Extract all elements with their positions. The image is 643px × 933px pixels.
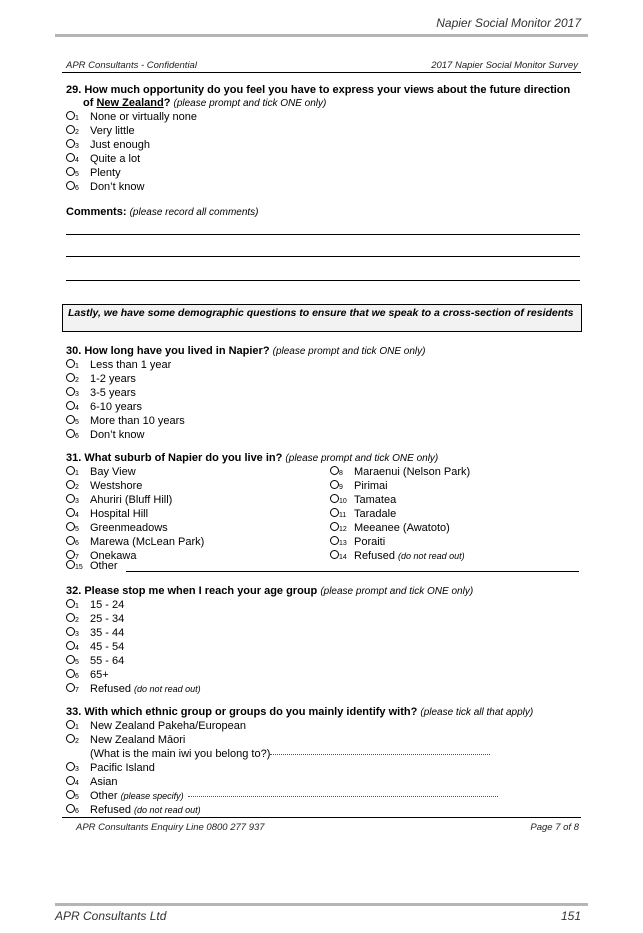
other-ethnicity-field[interactable]	[188, 796, 498, 797]
option-number: 13	[339, 540, 347, 547]
radio-circle-icon[interactable]	[66, 401, 75, 410]
option-label: 6-10 years	[90, 401, 142, 413]
option-label: Refused	[354, 550, 395, 562]
option-label: Ahuriri (Bluff Hill)	[90, 494, 173, 506]
option-item[interactable]	[66, 428, 185, 442]
option-label: Bay View	[90, 466, 136, 478]
option-label: Just enough	[90, 139, 150, 151]
sheet-header-rule	[62, 72, 581, 73]
radio-circle-icon[interactable]	[330, 522, 339, 531]
option-item[interactable]	[66, 493, 204, 507]
question-29-title: 29. How much opportunity do you feel you have to express your views about the future direction of New Zealand? (please prompt and tick ONE only)	[66, 84, 571, 109]
radio-circle-icon[interactable]	[66, 480, 75, 489]
option-number: 6	[75, 185, 79, 192]
option-note: (do not read out)	[134, 805, 201, 815]
radio-circle-icon[interactable]	[66, 466, 75, 475]
option-label: Asian	[90, 776, 118, 788]
radio-circle-icon[interactable]	[66, 683, 75, 692]
radio-circle-icon[interactable]	[66, 415, 75, 424]
option-number: 6	[75, 808, 79, 815]
option-label: 25 - 34	[90, 613, 125, 625]
option-label: 55 - 64	[90, 655, 125, 667]
option-number: 2	[75, 738, 79, 745]
option-number: 2	[75, 377, 79, 384]
option-number: 2	[75, 617, 79, 624]
radio-circle-icon[interactable]	[66, 641, 75, 650]
radio-circle-icon[interactable]	[66, 720, 75, 729]
option-number: 10	[339, 498, 347, 505]
comments-line-2[interactable]	[66, 256, 580, 257]
option-number: 6	[75, 673, 79, 680]
question-32-options	[66, 598, 201, 696]
radio-circle-icon[interactable]	[66, 536, 75, 545]
option-item[interactable]	[66, 358, 185, 372]
radio-circle-icon[interactable]	[330, 550, 339, 559]
radio-circle-icon[interactable]	[66, 139, 75, 148]
option-label: Refused	[90, 804, 131, 816]
question-32-title: 32. Please stop me when I reach your age group (please prompt and tick ONE only)	[66, 585, 474, 597]
option-item[interactable]	[330, 521, 470, 535]
sheet-footer-left: APR Consultants Enquiry Line 0800 277 937	[76, 822, 265, 833]
option-number: 1	[75, 363, 79, 370]
option-label: Refused	[90, 683, 131, 695]
iwi-prompt-row	[66, 747, 498, 761]
option-label: Quite a lot	[90, 153, 141, 165]
radio-circle-icon[interactable]	[66, 762, 75, 771]
option-label: Don’t know	[90, 181, 145, 193]
option-item[interactable]	[66, 372, 185, 386]
option-number: 2	[75, 129, 79, 136]
option-number: 3	[75, 631, 79, 638]
option-number: 7	[75, 554, 79, 561]
radio-circle-icon[interactable]	[66, 669, 75, 678]
option-label: New Zealand Pakeha/European	[90, 720, 246, 732]
option-label: More than 10 years	[90, 415, 185, 427]
radio-circle-icon[interactable]	[66, 125, 75, 134]
option-number: 1	[75, 603, 79, 610]
question-31-options-right	[330, 465, 470, 563]
option-label: Meeanee (Awatoto)	[354, 522, 450, 534]
option-item[interactable]	[66, 598, 201, 612]
option-number: 4	[75, 157, 79, 164]
radio-circle-icon[interactable]	[330, 466, 339, 475]
other-suburb-line[interactable]	[126, 571, 579, 572]
option-label: Greenmeadows	[90, 522, 168, 534]
question-31-title: 31. What suburb of Napier do you live in? (please prompt and tick ONE only)	[66, 452, 439, 464]
option-label: 3-5 years	[90, 387, 136, 399]
option-number: 6	[75, 433, 79, 440]
option-item[interactable]	[66, 507, 204, 521]
option-item[interactable]	[330, 479, 470, 493]
option-number: 1	[75, 470, 79, 477]
option-label: Tamatea	[354, 494, 397, 506]
radio-circle-icon[interactable]	[330, 508, 339, 517]
option-number: 8	[339, 470, 343, 477]
option-item[interactable]	[330, 549, 470, 563]
question-31-other	[66, 559, 118, 573]
option-number: 5	[75, 419, 79, 426]
option-number: 11	[339, 512, 347, 519]
iwi-field[interactable]	[270, 754, 490, 755]
option-item[interactable]	[330, 535, 470, 549]
option-label: Don’t know	[90, 429, 145, 441]
radio-circle-icon[interactable]	[66, 508, 75, 517]
option-item[interactable]	[66, 124, 197, 138]
option-label: Other	[90, 790, 118, 802]
option-item[interactable]	[66, 180, 197, 194]
option-number: 3	[75, 391, 79, 398]
page-footer-left: APR Consultants Ltd	[55, 909, 167, 923]
option-label: None or virtually none	[90, 111, 198, 123]
option-label: Hospital Hill	[90, 508, 149, 520]
option-label: Taradale	[354, 508, 397, 520]
page-number: 151	[560, 909, 581, 923]
question-33-title: 33. With which ethnic group or groups do you mainly identify with? (please tick all that apply)	[66, 706, 534, 718]
top-divider	[55, 34, 588, 37]
radio-circle-icon[interactable]	[66, 776, 75, 785]
option-label: Plenty	[90, 167, 121, 179]
option-number: 1	[75, 724, 79, 731]
option-number: 12	[339, 526, 347, 533]
option-number: 15	[75, 564, 83, 571]
option-label: Other	[90, 560, 118, 572]
option-item[interactable]	[66, 386, 185, 400]
option-item[interactable]	[66, 668, 201, 682]
option-item[interactable]	[66, 465, 204, 479]
option-item[interactable]	[66, 152, 197, 166]
option-note: (please specify)	[120, 791, 184, 801]
option-item[interactable]	[66, 775, 498, 789]
option-item[interactable]	[66, 626, 201, 640]
iwi-prompt: (What is the main iwi you belong to?)	[90, 748, 271, 760]
option-number: 6	[75, 540, 79, 547]
option-number: 4	[75, 645, 79, 652]
radio-circle-icon[interactable]	[330, 494, 339, 503]
radio-circle-icon[interactable]	[66, 153, 75, 162]
option-item[interactable]	[66, 789, 498, 803]
demographics-banner: Lastly, we have some demographic questions to ensure that we speak to a cross-section of residents	[62, 304, 582, 332]
option-item[interactable]	[66, 414, 185, 428]
document-title: Napier Social Monitor 2017	[436, 16, 581, 30]
comments-line-1[interactable]	[66, 234, 580, 235]
option-number: 2	[75, 484, 79, 491]
option-item[interactable]	[66, 640, 201, 654]
question-31-options-left	[66, 465, 204, 563]
option-number: 5	[75, 171, 79, 178]
option-number: 4	[75, 405, 79, 412]
option-label: 35 - 44	[90, 627, 125, 639]
option-note: (do not read out)	[398, 551, 465, 561]
sheet-header-right: 2017 Napier Social Monitor Survey	[431, 60, 578, 71]
radio-circle-icon[interactable]	[66, 613, 75, 622]
radio-circle-icon[interactable]	[330, 536, 339, 545]
option-number: 9	[339, 484, 343, 491]
radio-circle-icon[interactable]	[66, 599, 75, 608]
option-item[interactable]	[66, 733, 498, 747]
option-label: Maraenui (Nelson Park)	[354, 466, 471, 478]
option-item[interactable]	[330, 507, 470, 521]
question-29-options	[66, 110, 197, 194]
radio-circle-icon[interactable]	[66, 111, 75, 120]
question-30-title: 30. How long have you lived in Napier? (please prompt and tick ONE only)	[66, 345, 426, 357]
option-item[interactable]	[66, 761, 498, 775]
new-zealand-link: New Zealand	[96, 97, 164, 109]
option-item[interactable]	[66, 803, 498, 817]
question-30-options	[66, 358, 185, 442]
option-item[interactable]	[330, 465, 470, 479]
option-item[interactable]	[66, 535, 204, 549]
option-label: Very little	[90, 125, 135, 137]
option-item[interactable]	[66, 521, 204, 535]
radio-circle-icon[interactable]	[66, 373, 75, 382]
option-label: Pacific Island	[90, 762, 155, 774]
radio-circle-icon[interactable]	[66, 734, 75, 743]
option-item[interactable]	[66, 654, 201, 668]
option-number: 4	[75, 780, 79, 787]
option-item[interactable]	[66, 166, 197, 180]
option-item[interactable]	[66, 682, 201, 696]
radio-circle-icon[interactable]	[66, 181, 75, 190]
radio-circle-icon[interactable]	[66, 790, 75, 799]
option-label: Marewa (McLean Park)	[90, 536, 205, 548]
option-label: Onekawa	[90, 550, 137, 562]
option-number: 3	[75, 143, 79, 150]
option-number: 1	[75, 115, 79, 122]
sheet-header-left: APR Consultants - Confidential	[66, 60, 197, 71]
option-item[interactable]	[66, 110, 197, 124]
option-number: 3	[75, 498, 79, 505]
radio-circle-icon[interactable]	[66, 550, 75, 559]
radio-circle-icon[interactable]	[66, 522, 75, 531]
radio-circle-icon[interactable]	[66, 627, 75, 636]
option-label: New Zealand Māori	[90, 734, 186, 746]
option-item[interactable]	[66, 559, 118, 573]
option-number: 14	[339, 554, 347, 561]
radio-circle-icon[interactable]	[66, 387, 75, 396]
option-item[interactable]	[66, 479, 204, 493]
option-number: 3	[75, 766, 79, 773]
option-number: 7	[75, 687, 79, 694]
option-item[interactable]	[66, 612, 201, 626]
radio-circle-icon[interactable]	[66, 804, 75, 813]
option-number: 5	[75, 794, 79, 801]
bottom-divider	[55, 903, 588, 906]
option-number: 5	[75, 659, 79, 666]
option-number: 5	[75, 526, 79, 533]
radio-circle-icon[interactable]	[66, 429, 75, 438]
radio-circle-icon[interactable]	[66, 167, 75, 176]
option-label: Less than 1 year	[90, 359, 172, 371]
sheet-footer-right: Page 7 of 8	[530, 822, 579, 833]
comments-label: Comments: (please record all comments)	[66, 206, 259, 218]
option-item[interactable]	[66, 138, 197, 152]
radio-circle-icon[interactable]	[330, 480, 339, 489]
option-label: Westshore	[90, 480, 143, 492]
option-label: 1-2 years	[90, 373, 136, 385]
option-item[interactable]	[66, 400, 185, 414]
option-label: 45 - 54	[90, 641, 125, 653]
radio-circle-icon[interactable]	[66, 494, 75, 503]
option-item[interactable]	[66, 719, 498, 733]
radio-circle-icon[interactable]	[66, 560, 75, 569]
question-33-options	[66, 719, 498, 817]
option-label: 15 - 24	[90, 599, 125, 611]
option-label: Pirimai	[354, 480, 388, 492]
option-item[interactable]	[330, 493, 470, 507]
sheet-footer-rule	[62, 817, 581, 818]
option-label: Poraiti	[354, 536, 386, 548]
radio-circle-icon[interactable]	[66, 359, 75, 368]
radio-circle-icon[interactable]	[66, 655, 75, 664]
option-label: 65+	[90, 669, 109, 681]
comments-line-3[interactable]	[66, 280, 580, 281]
option-number: 4	[75, 512, 79, 519]
option-note: (do not read out)	[134, 684, 201, 694]
